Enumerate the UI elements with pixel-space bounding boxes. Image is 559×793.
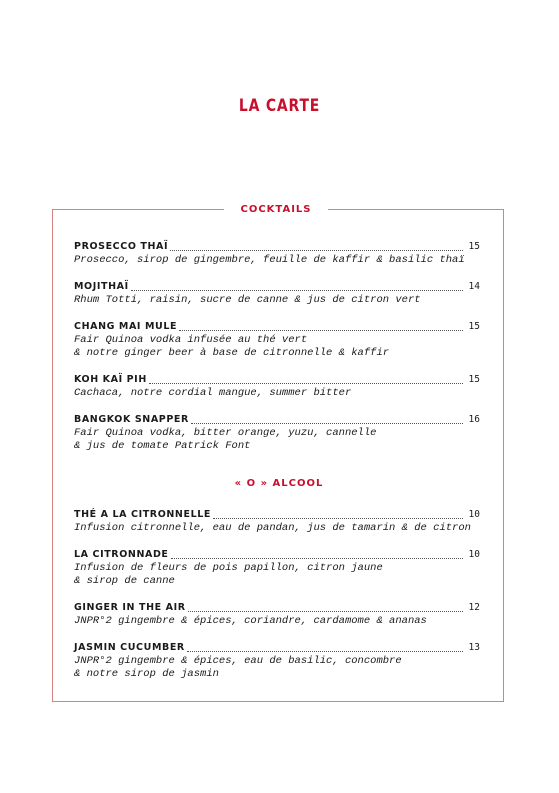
item-name: MOJITHAÏ <box>74 281 129 292</box>
item-price: 14 <box>468 281 480 292</box>
menu-item <box>74 548 480 588</box>
page-title: LA CARTE <box>238 96 321 116</box>
item-description: Cachaca, notre cordial mangue, summer bitter <box>74 387 352 399</box>
menu-item <box>74 508 480 535</box>
menu-item <box>74 240 480 267</box>
item-price: 10 <box>468 509 480 520</box>
item-price: 16 <box>468 414 480 425</box>
item-name: JASMIN CUCUMBER <box>74 642 185 653</box>
item-description: Fair Quinoa vodka, bitter orange, yuzu, cannelle <box>74 427 377 439</box>
section-title-cocktails: COCKTAILS <box>224 203 328 217</box>
item-price: 12 <box>468 602 480 613</box>
dot-leader <box>213 517 463 519</box>
item-description: Fair Quinoa vodka infusée au thé vert <box>74 334 308 346</box>
menu-item <box>74 641 480 681</box>
dot-leader <box>187 650 463 652</box>
item-price: 15 <box>468 321 480 332</box>
item-name: THÉ A LA CITRONNELLE <box>74 509 211 520</box>
dot-leader <box>149 382 463 384</box>
dot-leader <box>191 422 463 424</box>
item-description: JNPR°2 gingembre & épices, eau de basilic, concombre <box>74 655 402 667</box>
item-description: Prosecco, sirop de gingembre, feuille de kaffir & basilic thaï <box>74 254 465 266</box>
item-description: & jus de tomate Patrick Font <box>74 440 251 452</box>
section-title-alcool: « O » ALCOOL <box>234 478 324 489</box>
item-name: BANGKOK SNAPPER <box>74 414 189 425</box>
menu-item <box>74 320 480 360</box>
item-name: GINGER IN THE AIR <box>74 602 186 613</box>
item-name: KOH KAÏ PIH <box>74 374 147 385</box>
item-name: CHANG MAI MULE <box>74 321 178 332</box>
dot-leader <box>188 610 463 612</box>
item-name: LA CITRONNADE <box>74 549 169 560</box>
item-description: Infusion de fleurs de pois papillon, citron jaune <box>74 562 383 574</box>
menu-item <box>74 601 480 628</box>
item-description: & sirop de canne <box>74 575 175 587</box>
item-price: 15 <box>468 241 480 252</box>
item-price: 13 <box>468 642 480 653</box>
menu-box <box>52 204 504 702</box>
dot-leader <box>179 329 463 331</box>
dot-leader <box>171 557 463 559</box>
item-description: JNPR°2 gingembre & épices, coriandre, cardamome & ananas <box>74 615 427 627</box>
dot-leader <box>170 249 463 251</box>
item-description: & notre sirop de jasmin <box>74 668 219 680</box>
menu-item <box>74 373 480 400</box>
item-price: 15 <box>468 374 480 385</box>
menu-item <box>74 280 480 307</box>
item-description: Rhum Totti, raisin, sucre de canne & jus de citron vert <box>74 294 421 306</box>
menu-item <box>74 413 480 453</box>
item-price: 10 <box>468 549 480 560</box>
dot-leader <box>131 289 463 291</box>
item-name: PROSECCO THAÏ <box>74 241 169 252</box>
item-description: Infusion citronnelle, eau de pandan, jus de tamarin & de citron <box>74 522 471 534</box>
item-description: & notre ginger beer à base de citronnelle & kaffir <box>74 347 390 359</box>
